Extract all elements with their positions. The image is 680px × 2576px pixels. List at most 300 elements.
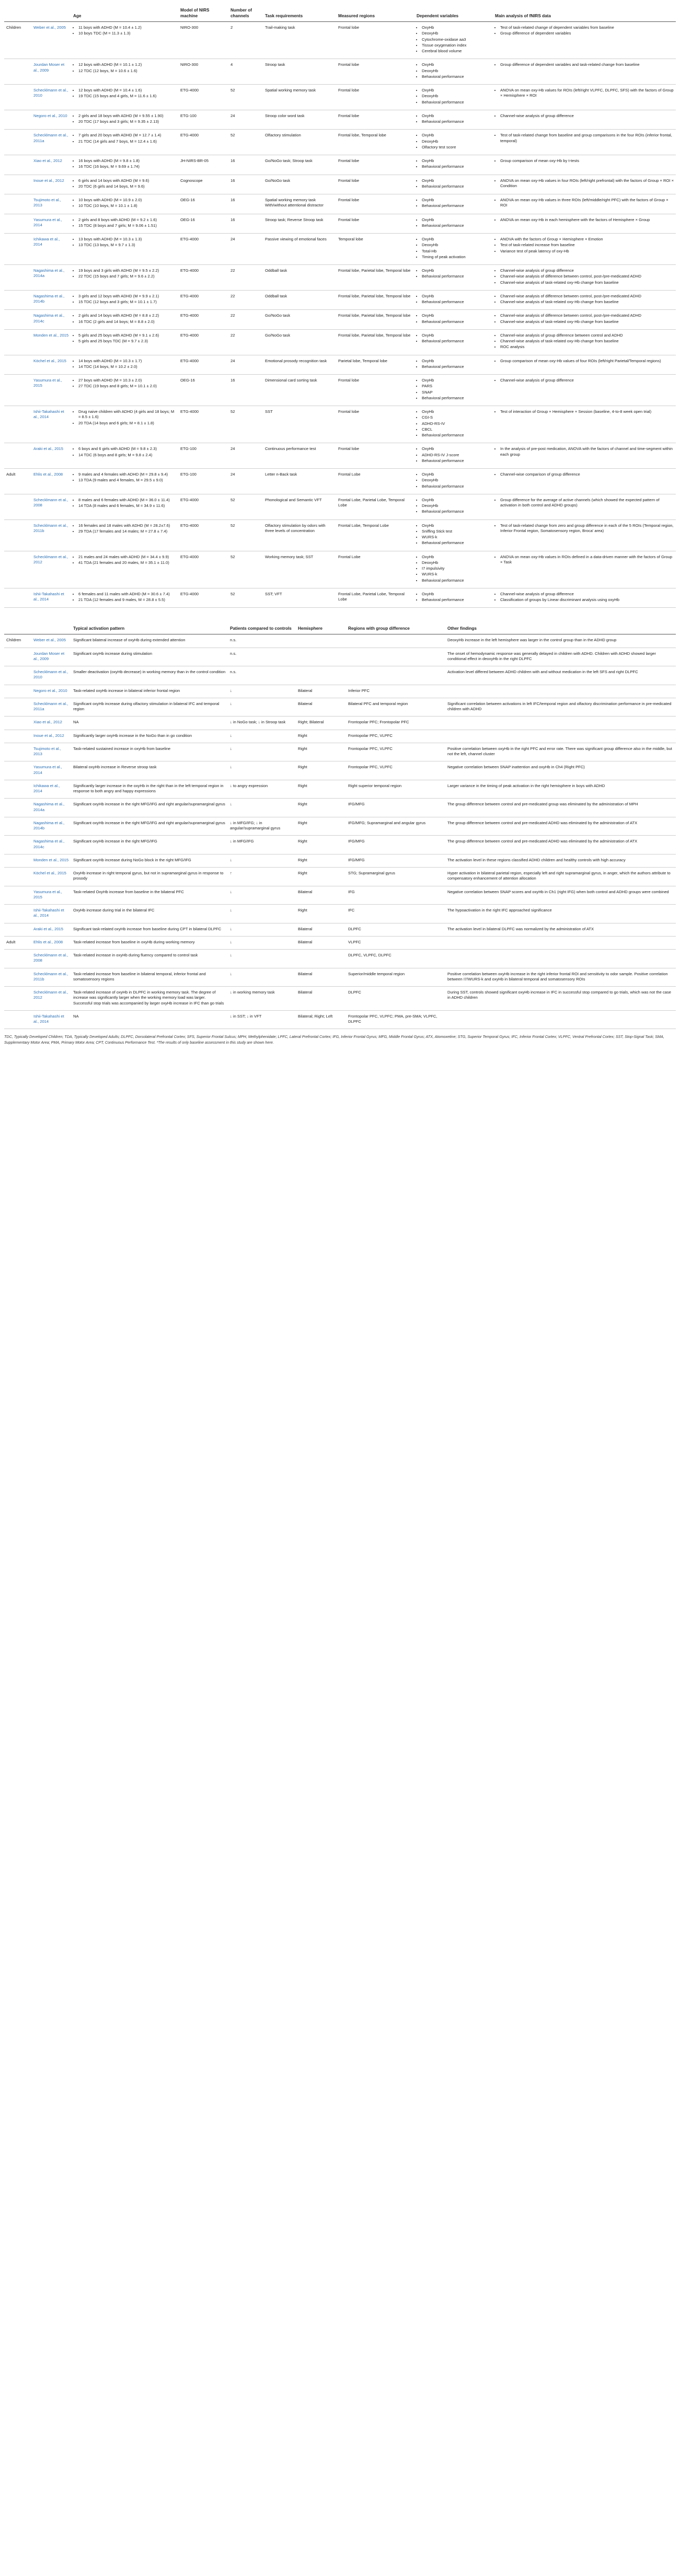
patients-vs-controls-cell: ↓ [228, 950, 296, 968]
table-footnote: TDC, Typically Developed Children; TDA, Typically Developed Adults; DLPFC, Dorsolateral Prefrontal Cortex; SFS, Superior Frontal Sulcus; MPH, Methylphenidate; LPFC, Lateral Prefrontal Cortex; IFG, Inferior Frontal Gyrus; MFG, Middle Frontal Gyrus; ATX, Atomoxetine; STG, Superior Temporal Gyrus; IFC, Inferior Frontal Cortex; VLPFC, Ventral Prefrontal Cortex; SST, Stop-Signal Task; SMA, Supplementary Motor Area; PMA, Primary Motor Area; CPT, Continuous Performance Test. *The results of only baseline assessment in this study are shown here. [4, 1034, 664, 1045]
analysis-list [495, 523, 674, 534]
age-list-item: • 16 females and 18 males with ADHD (M = 28.2±7.6) [78, 523, 176, 528]
hemisphere-cell: Bilateral [296, 936, 346, 949]
dv-list-item: • I7 impulsivity [422, 566, 491, 571]
regions-cell: Frontal lobe [336, 443, 414, 469]
table-row [4, 799, 676, 817]
table1-header-cell: Age [71, 3, 178, 22]
patients-vs-controls-cell: ↓ [228, 698, 296, 717]
analysis-list-item: • Channel-wise analysis of group difference between control and ADHD [500, 333, 674, 338]
table-row [4, 987, 676, 1011]
dv-list-item: • OxyHb [422, 237, 491, 242]
age-list [73, 198, 176, 209]
age-list [73, 268, 176, 280]
group-difference-regions-cell: IFG/MFG; Supramarginal and angular gyrus [346, 817, 445, 836]
dependent-variables-cell [414, 110, 493, 130]
dependent-variables-cell [414, 85, 493, 110]
activation-pattern-cell: Task-related oxyHb increase in bilateral inferior frontal region [71, 685, 228, 698]
other-findings-cell [445, 950, 676, 968]
study-citation[interactable]: Schecklmann et al., 2008 [31, 950, 71, 968]
age-cell [71, 175, 178, 194]
channels-cell: 24 [228, 355, 263, 375]
dv-list-item: • Behavioral performance [422, 274, 491, 279]
study-citation[interactable]: Ichikawa et al., 2014 [31, 780, 71, 799]
channels-cell: 4 [228, 59, 263, 85]
dependent-variables-cell [414, 406, 493, 443]
dv-list [417, 472, 491, 489]
dv-list-item: • Behavioral performance [422, 223, 491, 228]
analysis-list-item: • Channel-wise analysis of group difference [500, 268, 674, 273]
patients-vs-controls-cell: ↓ in MFG/IFG [228, 836, 296, 854]
analysis-list-item: • Channel-wise analysis of difference between control, post-/pre-medicated ADHD [500, 313, 674, 318]
study-citation[interactable]: Köchel et al., 2015 [31, 355, 71, 375]
channels-cell: 52 [228, 588, 263, 608]
study-citation[interactable]: Ishii-Takahashi et al., 2014 [31, 588, 71, 608]
task-cell: Olfactory stimulation [263, 130, 336, 155]
study-citation[interactable]: Nagashima et al., 2014a [31, 799, 71, 817]
channels-cell: 16 [228, 155, 263, 175]
study-citation[interactable]: Köchel et al., 2015 [31, 868, 71, 886]
analysis-list [495, 158, 674, 164]
study-citation[interactable]: Araki et al., 2015 [31, 443, 71, 469]
study-citation[interactable]: Ishii-Takahashi et al., 2014 [31, 1010, 71, 1029]
channels-cell: 2 [228, 22, 263, 59]
patients-vs-controls-cell: n.s. [228, 648, 296, 666]
age-list [73, 158, 176, 170]
dv-list [417, 294, 491, 305]
analysis-list [495, 498, 674, 509]
age-list-item: • 14 TDC (14 boys, M = 10.2 ± 2.0) [78, 364, 176, 369]
age-cell [71, 406, 178, 443]
other-findings-cell: The group difference between control and pre-medicated group was eliminated by the administration of MPH [445, 799, 676, 817]
analysis-cell [493, 375, 676, 406]
table-row [4, 1010, 676, 1029]
table-row [4, 648, 676, 666]
other-findings-cell: The group difference between control and pre-medicated ADHD was eliminated by the administration of ATX [445, 817, 676, 836]
study-citation[interactable]: Schecklmann et al., 2011b [31, 968, 71, 987]
study-citation[interactable]: Jourdan Moser et al., 2009 [31, 59, 71, 85]
table-row [4, 717, 676, 730]
analysis-list [495, 359, 674, 364]
study-citation[interactable]: Nagashima et al., 2014b [31, 817, 71, 836]
dv-list-item: • Behavioral performance [422, 339, 491, 344]
dv-list-item: • SNAP [422, 390, 491, 395]
analysis-list [495, 409, 674, 414]
table-row [4, 634, 676, 648]
study-citation[interactable]: Inoue et al., 2012 [31, 175, 71, 194]
analysis-list-item: • Variance test of peak latency of oxy-Hb [500, 249, 674, 254]
task-cell: Trail-making task [263, 22, 336, 59]
dv-list-item: • Behavioral performance [422, 319, 491, 325]
analysis-cell [493, 551, 676, 588]
other-findings-cell: During SST, controls showed significant oxyHb increase in IFC in successful stop compared to go trials, which was not the case in ADHD children [445, 987, 676, 1011]
machine-cell: ETG-4000 [178, 290, 228, 310]
patients-vs-controls-cell: ↓ [228, 854, 296, 867]
dv-list-item: • Behavioral performance [422, 164, 491, 169]
regions-cell: Frontal lobe [336, 406, 414, 443]
age-list-item: • 5 girls and 25 boys TDC (M = 9.7 ± 2.3) [78, 339, 176, 344]
dv-list [417, 333, 491, 344]
age-list-item: • 14 TDA (8 males and 6 females, M = 34.9 ± 11.6) [78, 503, 176, 509]
other-findings-cell: DeoxyHb increase in the left hemisphere was larger in the control group than in the ADHD group [445, 634, 676, 648]
dv-list-item: • OxyHb [422, 446, 491, 452]
age-cell [71, 234, 178, 265]
analysis-list [495, 294, 674, 305]
study-citation[interactable]: Xiao et al., 2012 [31, 717, 71, 730]
analysis-list-item: • Channel-wise analysis of task-related oxy-Hb change from baseline [500, 280, 674, 285]
dv-list-item: • DeoxyHb [422, 94, 491, 99]
group-label [4, 868, 31, 886]
group-difference-regions-cell: Frontopolar PFC, VLPFC; PMA, pre-SMA; VLPFC, DLPFC [346, 1010, 445, 1029]
hemisphere-cell: Bilateral [296, 923, 346, 936]
analysis-list-item: • Test of task-related change from baseline and group comparisons in the four ROIs (inferior frontal, temporal) [500, 133, 674, 144]
machine-cell: OEG-16 [178, 214, 228, 234]
study-citation[interactable]: Schecklmann et al., 2012 [31, 551, 71, 588]
task-cell: Passive viewing of emotional faces [263, 234, 336, 265]
age-cell [71, 519, 178, 551]
age-list-item: • 21 TDA (12 females and 9 males, M = 28.8 ± 5.5) [78, 597, 176, 603]
analysis-list-item: • Channel-wise analysis of group difference [500, 378, 674, 383]
channels-cell: 24 [228, 469, 263, 494]
group-label [4, 85, 31, 110]
analysis-cell [493, 443, 676, 469]
study-citation[interactable]: Weber et al., 2005 [31, 634, 71, 648]
age-list-item: • 10 TDC (10 boys, M = 10.1 ± 1.8) [78, 203, 176, 209]
age-cell [71, 329, 178, 355]
analysis-list-item: • ANOVA on mean oxy-Hb values in ROIs defined in a data-driven manner with the factors of Group × Task [500, 555, 674, 565]
patients-vs-controls-cell: ↓ [228, 923, 296, 936]
dv-list-item: • OxyHb [422, 378, 491, 383]
group-label [4, 194, 31, 214]
analysis-cell [493, 194, 676, 214]
regions-cell: Frontal lobe [336, 22, 414, 59]
group-label [4, 290, 31, 310]
activation-pattern-cell: Task-related increase in oxyHb during fluency compared to control task [71, 950, 228, 968]
group-label [4, 836, 31, 854]
machine-cell: ETG-4000 [178, 519, 228, 551]
dv-list-item: • DeoxyHb [422, 242, 491, 248]
hemisphere-cell: Right [296, 868, 346, 886]
analysis-list-item: • Group difference of dependent variables [500, 31, 674, 36]
dv-list [417, 268, 491, 280]
analysis-list [495, 113, 674, 119]
age-list-item: • 22 TDC (15 boys and 7 girls; M = 9.6 ± 2.2) [78, 274, 176, 279]
dv-list-item: • Behavioral performance [422, 540, 491, 546]
age-list-item: • 21 TDC (14 girls and 7 boys, M = 12.4 ± 1.6) [78, 139, 176, 144]
age-list [73, 217, 176, 229]
analysis-list-item: • Channel-wise analysis of task-related oxy-Hb change from baseline [500, 319, 674, 325]
study-citation[interactable]: Yasumura et al., 2014 [31, 761, 71, 780]
table-row [4, 886, 676, 905]
channels-cell: 52 [228, 551, 263, 588]
task-cell: Go/NoGo task; Stroop task [263, 155, 336, 175]
analysis-cell [493, 155, 676, 175]
dv-list-item: • WURS-k [422, 535, 491, 540]
dependent-variables-cell [414, 59, 493, 85]
other-findings-cell: The hypoactivation in the right IFC approached significance [445, 905, 676, 923]
table-row [4, 817, 676, 836]
regions-cell: Frontal lobe [336, 194, 414, 214]
age-list-item: • 12 boys with ADHD (M = 10.4 ± 1.6) [78, 88, 176, 93]
age-list [73, 378, 176, 389]
dv-list [417, 313, 491, 325]
activation-pattern-cell: Significant bilateral increase of oxyHb during extended attention [71, 634, 228, 648]
age-list-item: • 2 girls and 8 boys with ADHD (M = 9.2 ± 1.6) [78, 217, 176, 223]
machine-cell: OEG-16 [178, 375, 228, 406]
dependent-variables-cell [414, 588, 493, 608]
study-citation[interactable]: Yasumura et al., 2014 [31, 214, 71, 234]
study-citation[interactable]: Schecklmann et al., 2010 [31, 85, 71, 110]
table-row [4, 22, 676, 59]
age-list-item: • 12 TDC (12 boys, M = 10.6 ± 1.6) [78, 68, 176, 74]
group-label: Adult [4, 936, 31, 949]
study-citation[interactable]: Araki et al., 2015 [31, 923, 71, 936]
study-citation[interactable]: Ishii-Takahashi et al., 2014 [31, 905, 71, 923]
machine-cell: OEG-16 [178, 194, 228, 214]
group-difference-regions-cell: STG; Supramarginal gyrus [346, 868, 445, 886]
analysis-list [495, 378, 674, 383]
machine-cell: ETG-4000 [178, 406, 228, 443]
analysis-list [495, 25, 674, 37]
patients-vs-controls-cell: ↓ in SST; ↓ in VFT [228, 1010, 296, 1029]
table-row [4, 375, 676, 406]
age-list-item: • 5 girls and 25 boys with ADHD (M = 9.1 ± 2.6) [78, 333, 176, 338]
activation-pattern-cell: Smaller deactivation (oxyHb decrease) in working memory than in the control condition [71, 666, 228, 685]
age-list-item: • 20 TDC (6 girls and 14 boys, M = 9.6) [78, 184, 176, 189]
study-citation[interactable]: Tsujimoto et al., 2013 [31, 743, 71, 761]
table1-header-cell: Number of channels [228, 3, 263, 22]
table-row [4, 780, 676, 799]
patients-vs-controls-cell: ↓ [228, 936, 296, 949]
dv-list-item: • Behavioral performance [422, 484, 491, 489]
study-citation[interactable]: Schecklmann et al., 2011a [31, 130, 71, 155]
analysis-cell [493, 130, 676, 155]
channels-cell: 16 [228, 375, 263, 406]
hemisphere-cell: Bilateral [296, 698, 346, 717]
group-label [4, 59, 31, 85]
study-citation[interactable]: Schecklmann et al., 2010 [31, 666, 71, 685]
group-label [4, 743, 31, 761]
task-cell: Dimensional card sorting task [263, 375, 336, 406]
age-list [73, 88, 176, 99]
activation-pattern-cell: Significant oxyHb increase during stimulation [71, 648, 228, 666]
study-citation[interactable]: Nagashima et al., 2014b [31, 290, 71, 310]
dv-list-item: • Behavioral performance [422, 396, 491, 401]
task-cell: Letter n-Back task [263, 469, 336, 494]
dv-list-item: • Behavioral performance [422, 597, 491, 603]
table1-header-cell: Task requirements [263, 3, 336, 22]
analysis-cell [493, 85, 676, 110]
dv-list-item: • OxyHb [422, 592, 491, 597]
other-findings-cell [445, 717, 676, 730]
page [0, 0, 680, 1050]
age-list-item: • 7 girls and 20 boys with ADHD (M = 12.7 ± 1.4) [78, 133, 176, 138]
group-label [4, 780, 31, 799]
dv-list-item: • ADHD-RS-IV J-score [422, 453, 491, 458]
regions-cell: Frontal lobe, Parietal lobe, Temporal lobe [336, 265, 414, 291]
regions-cell: Frontal Lobe, Parietal Lobe, Temporal Lobe [336, 588, 414, 608]
analysis-list-item: • Group comparison of mean oxy-Hb by t-tests [500, 158, 674, 164]
patients-vs-controls-cell: ↓ [228, 799, 296, 817]
other-findings-cell: Activation level differed between ADHD children with and without medication in the left SFS and right DLPFC [445, 666, 676, 685]
regions-cell: Frontal lobe [336, 214, 414, 234]
study-citation[interactable]: Schecklmann et al., 2012 [31, 987, 71, 1011]
dv-list-item: • OxyHb [422, 294, 491, 299]
study-citation[interactable]: Nagashima et al., 2014c [31, 836, 71, 854]
table-row [4, 443, 676, 469]
dependent-variables-cell [414, 155, 493, 175]
study-citation[interactable]: Nagashima et al., 2014a [31, 265, 71, 291]
regions-cell: Frontal lobe [336, 59, 414, 85]
group-difference-regions-cell: IFG/MFG [346, 799, 445, 817]
study-citation[interactable]: Yasumura et al., 2015 [31, 886, 71, 905]
age-list-item: • 14 TDC (6 boys and 8 girls; M = 9.8 ± 2.4) [78, 453, 176, 458]
group-difference-regions-cell: Frontopolar PFC, VLPFC [346, 743, 445, 761]
dv-list-item: • CBCL [422, 427, 491, 432]
dv-list-item: • Behavioral performance [422, 364, 491, 369]
dependent-variables-cell [414, 375, 493, 406]
group-label [4, 588, 31, 608]
study-citation[interactable]: Schecklmann et al., 2008 [31, 494, 71, 519]
study-citation[interactable]: Inoue et al., 2012 [31, 730, 71, 743]
activation-pattern-cell: Task-related increase from baseline in bilateral temporal, inferior frontal and somatosensory regions [71, 968, 228, 987]
machine-cell: ETG-100 [178, 469, 228, 494]
analysis-cell [493, 234, 676, 265]
task-cell: Go/NoGo task [263, 175, 336, 194]
regions-cell: Frontal lobe [336, 155, 414, 175]
analysis-list-item: • Channel-wise analysis of group difference [500, 113, 674, 119]
task-cell: Working memory task; SST [263, 551, 336, 588]
study-citation[interactable]: Ehlis et al., 2008 [31, 936, 71, 949]
study-citation[interactable]: Weber et al., 2005 [31, 22, 71, 59]
activation-pattern-cell: Significant oxyHb increase during olfactory stimulation in bilateral IFC and temporal region [71, 698, 228, 717]
dv-list-item: • OxyHb [422, 359, 491, 364]
dependent-variables-cell [414, 234, 493, 265]
group-difference-regions-cell: Superior/middle temporal region [346, 968, 445, 987]
study-citation[interactable]: Ichikawa et al., 2014 [31, 234, 71, 265]
dv-list-item: • Behavioral performance [422, 74, 491, 79]
hemisphere-cell: Right [296, 761, 346, 780]
age-list [73, 359, 176, 370]
dv-list-item: • OxyHb [422, 313, 491, 318]
dependent-variables-cell [414, 290, 493, 310]
analysis-list-item: • Test of task-related increase from baseline [500, 242, 674, 248]
study-citation[interactable]: Monden et al., 2015 [31, 854, 71, 867]
analysis-list-item: • Test of interaction of Group × Hemisphere × Session (baseline, 4-to-8 week open trial) [500, 409, 674, 414]
channels-cell: 24 [228, 234, 263, 265]
dv-list-item: • OxyHb [422, 333, 491, 338]
channels-cell: 24 [228, 443, 263, 469]
group-label [4, 234, 31, 265]
study-citation[interactable]: Nagashima et al., 2014c [31, 310, 71, 330]
other-findings-cell: Negative correlation between SNAP inattention and oxyHb in Ch4 (Right PFC) [445, 761, 676, 780]
dv-list [417, 133, 491, 150]
study-citation[interactable]: Ehlis et al., 2008 [31, 469, 71, 494]
dependent-variables-cell [414, 175, 493, 194]
task-cell: Go/NoGo task [263, 310, 336, 330]
study-citation[interactable]: Jourdan Moser et al., 2009 [31, 648, 71, 666]
table2-header-row [4, 621, 676, 634]
group-difference-regions-cell: IFG/MFG [346, 836, 445, 854]
age-cell [71, 194, 178, 214]
table-row [4, 588, 676, 608]
analysis-list-item: • Test of task-related change of dependent variables from baseline [500, 25, 674, 30]
table-row [4, 743, 676, 761]
dv-list-item: • ADHD-RS-IV [422, 421, 491, 426]
dv-list-item: • DeoxyHb [422, 31, 491, 36]
dv-list-item: • OxyHb [422, 25, 491, 30]
study-citation[interactable]: Tsujimoto et al., 2013 [31, 194, 71, 214]
task-cell: Phonological and Semantic VFT [263, 494, 336, 519]
study-citation[interactable]: Monden et al., 2015 [31, 329, 71, 355]
age-list-item: • 41 TDA (21 females and 20 males, M = 35.1 ± 11.0) [78, 560, 176, 565]
analysis-list-item: • Channel-wise analysis of difference between control, post-/pre-medicated ADHD [500, 294, 674, 299]
dependent-variables-cell [414, 355, 493, 375]
study-citation[interactable]: Schecklmann et al., 2011b [31, 519, 71, 551]
regions-cell: Frontal lobe, Temporal lobe [336, 130, 414, 155]
machine-cell: ETG-100 [178, 443, 228, 469]
patients-vs-controls-cell: ↓ in working memory task [228, 987, 296, 1011]
group-label [4, 923, 31, 936]
task-cell: SST; VFT [263, 588, 336, 608]
age-list [73, 472, 176, 483]
analysis-cell [493, 22, 676, 59]
dependent-variables-cell [414, 469, 493, 494]
dv-list-item: • Behavioral performance [422, 119, 491, 124]
hemisphere-cell [296, 950, 346, 968]
analysis-cell [493, 329, 676, 355]
group-difference-regions-cell: Right superior temporal region [346, 780, 445, 799]
age-list [73, 62, 176, 74]
hemisphere-cell: Right [296, 730, 346, 743]
table2-header-cell: Regions with group difference [346, 621, 445, 634]
age-list-item: • 20 TDC (17 boys and 3 girls; M = 9.35 ± 2.13) [78, 119, 176, 124]
table-row [4, 905, 676, 923]
dependent-variables-cell [414, 494, 493, 519]
other-findings-cell [445, 730, 676, 743]
analysis-cell [493, 310, 676, 330]
study-citation[interactable]: Negoro et al., 2010 [31, 685, 71, 698]
group-label [4, 155, 31, 175]
study-citation[interactable]: Ishii-Takahashi et al., 2014 [31, 406, 71, 443]
study-citation[interactable]: Yasumura et al., 2015 [31, 375, 71, 406]
table1-header-cell [4, 3, 31, 22]
study-citation[interactable]: Negoro et al., 2010 [31, 110, 71, 130]
age-cell [71, 588, 178, 608]
group-label [4, 329, 31, 355]
table2-header-cell: Patients compared to controls [228, 621, 296, 634]
table1-header-row [4, 3, 676, 22]
analysis-list [495, 62, 674, 67]
group-label [4, 698, 31, 717]
group-difference-regions-cell: DLPFC, VLPFC, DLPFC [346, 950, 445, 968]
age-cell [71, 59, 178, 85]
dv-list [417, 523, 491, 546]
regions-cell: Temporal lobe [336, 234, 414, 265]
study-citation[interactable]: Xiao et al., 2012 [31, 155, 71, 175]
dv-list-item: • DeoxyHb [422, 503, 491, 509]
dv-list-item: • DeoxyHb [422, 139, 491, 144]
age-list [73, 237, 176, 248]
machine-cell: ETG-4000 [178, 588, 228, 608]
analysis-cell [493, 406, 676, 443]
channels-cell: 24 [228, 110, 263, 130]
study-citation[interactable]: Schecklmann et al., 2011a [31, 698, 71, 717]
dv-list-item: • OxyHb [422, 198, 491, 203]
group-difference-regions-cell: VLPFC [346, 936, 445, 949]
dependent-variables-cell [414, 22, 493, 59]
other-findings-cell [445, 685, 676, 698]
